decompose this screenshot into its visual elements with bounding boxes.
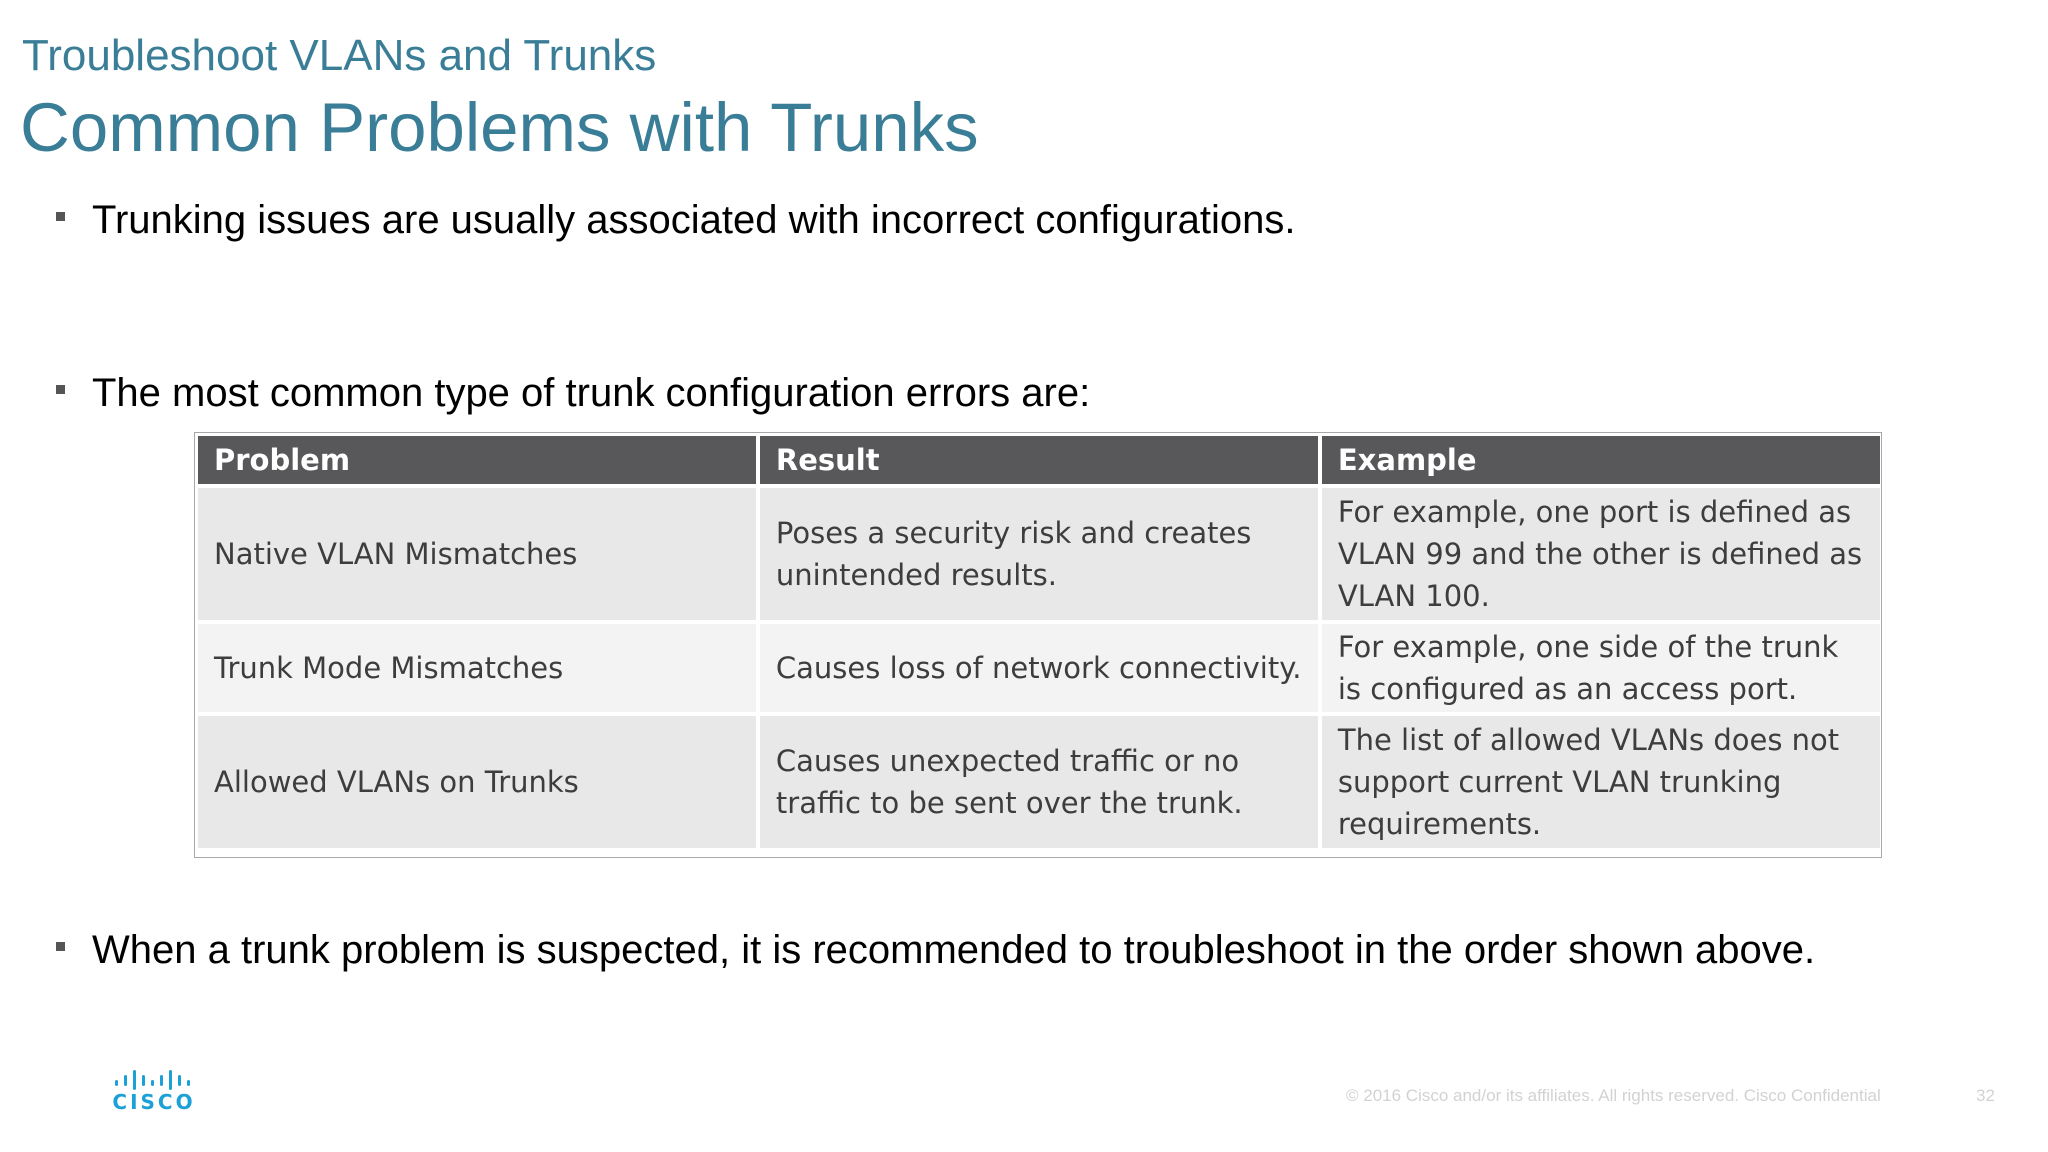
table-row [198,488,1880,620]
column-header-result: Result [760,436,1318,484]
logo-wordmark: CISCO [112,1090,196,1114]
table [194,432,1884,852]
table-header-row [198,436,1880,484]
table-row [198,624,1880,712]
cisco-logo [112,1068,196,1112]
cisco-bars-icon [114,1068,194,1090]
table-cell-problem: Trunk Mode Mismatches [198,624,756,712]
bullet-item [56,926,1976,974]
bullet-text: Trunking issues are usually associated with incorrect configurations. [92,198,1296,242]
column-header-example: Example [1322,436,1880,484]
bullet-text: The most common type of trunk configuration errors are: [92,371,1091,415]
bullet-text: When a trunk problem is suspected, it is recommended to troubleshoot in the order shown above. [92,928,1816,972]
table-row [198,716,1880,848]
column-header-problem: Problem [198,436,756,484]
bullet-marker [56,942,65,951]
table-cell-example: The list of allowed VLANs does not support current VLAN trunking requirements. [1322,716,1880,848]
table-cell-example: For example, one port is defined as VLAN 99 and the other is defined as VLAN 100. [1322,488,1880,620]
bullet-item [56,196,1456,244]
table-cell-result: Poses a security risk and creates unintended results. [760,488,1318,620]
table-cell-problem: Allowed VLANs on Trunks [198,716,756,848]
table-cell-result: Causes loss of network connectivity. [760,624,1318,712]
copyright-notice: © 2016 Cisco and/or its affiliates. All rights reserved. Cisco Confidential [1346,1086,1881,1105]
table-cell-example: For example, one side of the trunk is configured as an access port. [1322,624,1880,712]
bullet-item [56,369,1256,417]
section-subtitle: Troubleshoot VLANs and Trunks [22,31,657,80]
table-cell-result: Causes unexpected traffic or no traffic to be sent over the trunk. [760,716,1318,848]
trunk-problems-table [194,432,1882,858]
page-number: 32 [1976,1086,1995,1105]
bullet-marker [56,385,65,394]
bullet-marker [56,212,65,221]
slide-title: Common Problems with Trunks [20,89,979,166]
table-cell-problem: Native VLAN Mismatches [198,488,756,620]
